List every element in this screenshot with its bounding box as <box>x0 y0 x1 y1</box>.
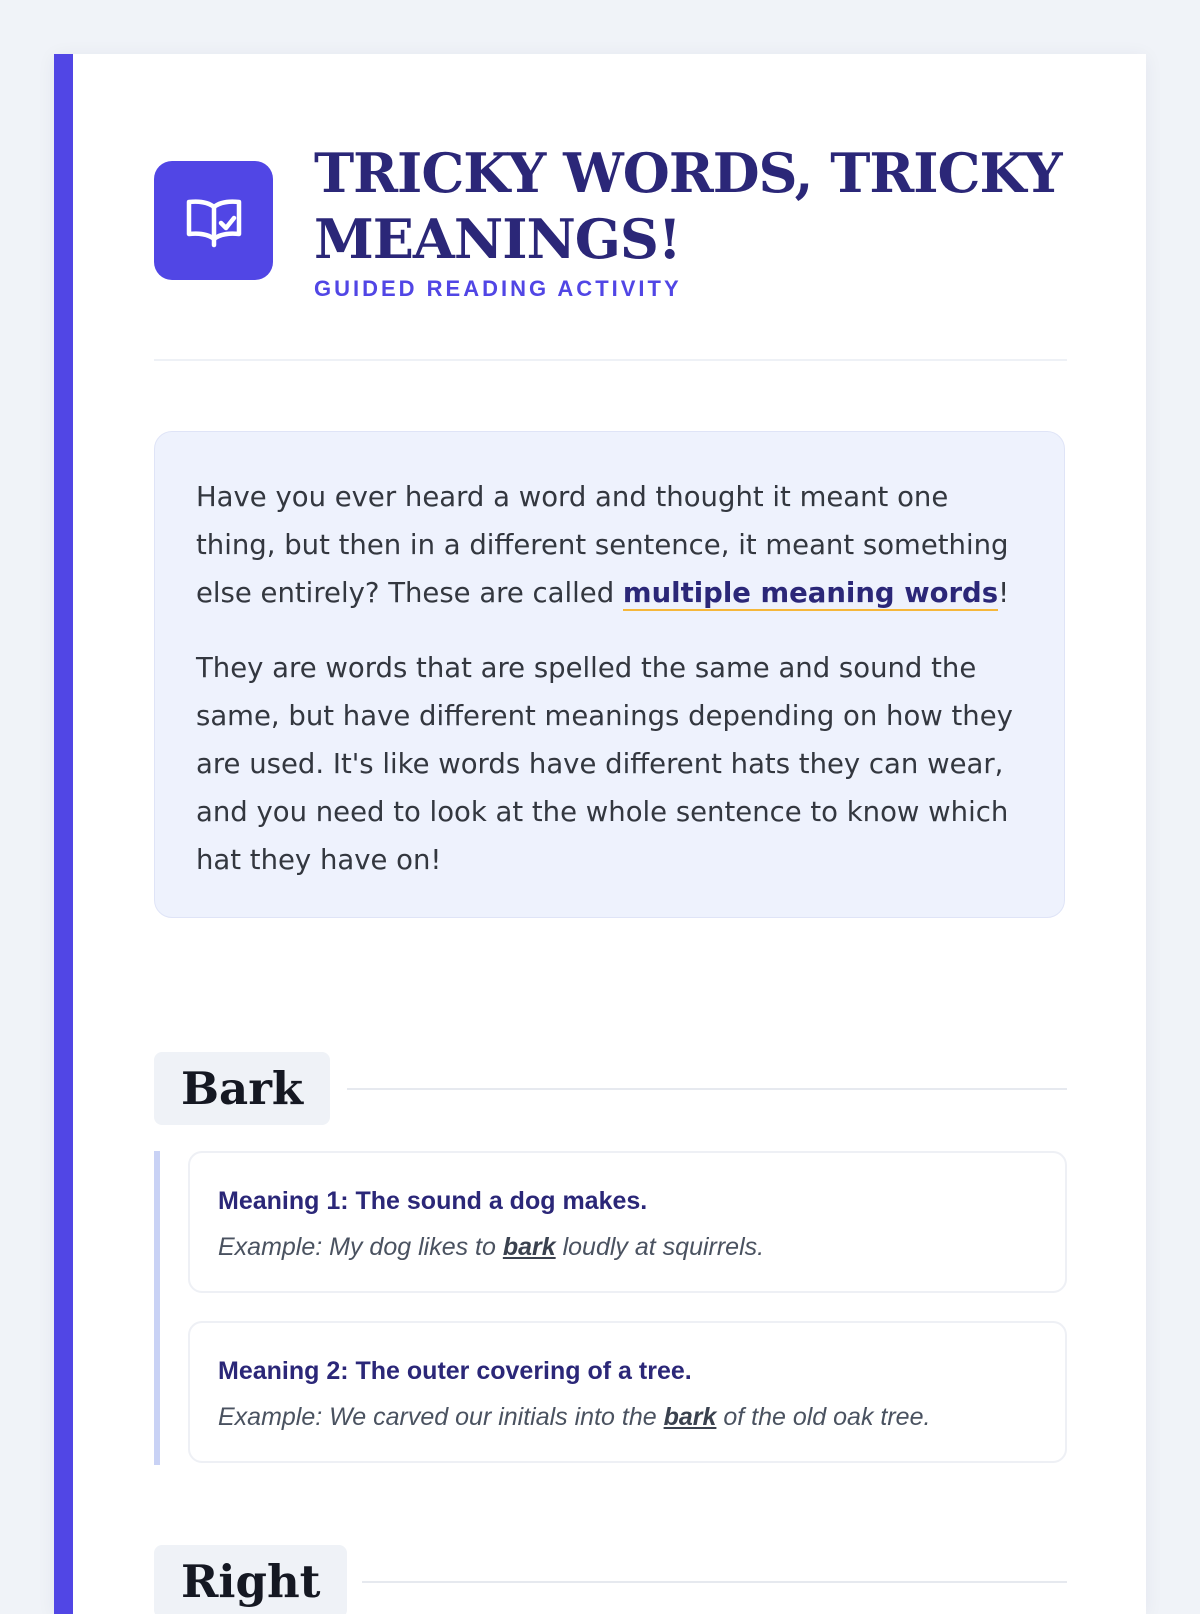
open-book-check-icon <box>154 161 273 280</box>
intro-paragraph-1 <box>196 473 1022 617</box>
example-text: loudly at squirrels. <box>555 1233 765 1261</box>
highlighted-term: multiple meaning words <box>622 577 999 609</box>
example-keyword: bark <box>663 1403 717 1431</box>
intro-paragraph-2: They are words that are spelled the same and sound the same, but have different meanings depending on how they are used. It's like words have different hats they can wear, and you need to look at the whole sentence to know which hat they have on! <box>196 652 1013 876</box>
meanings-rail <box>154 1151 160 1465</box>
meaning-definition: Meaning 1: The sound a dog makes. <box>218 1187 648 1215</box>
example-text: Example: We carved our initials into the <box>218 1403 664 1431</box>
meaning-card-1 <box>188 1151 1067 1293</box>
example-keyword: bark <box>502 1233 556 1261</box>
word-divider <box>347 1088 1067 1090</box>
word-divider <box>362 1581 1067 1583</box>
word-tag: Bark <box>154 1052 330 1125</box>
intro-box <box>154 431 1065 918</box>
meaning-example <box>218 1229 1037 1265</box>
example-text: Example: My dog likes to <box>218 1233 503 1261</box>
page-title: TRICKY WORDS, TRICKY MEANINGS! <box>314 141 1062 271</box>
word-tag: Right <box>154 1545 347 1614</box>
word-heading-right <box>154 1545 1067 1614</box>
meaning-example <box>218 1399 1037 1435</box>
meanings-list-bark <box>154 1151 1067 1465</box>
header-divider <box>154 359 1067 361</box>
content <box>154 54 1067 1608</box>
example-text: of the old oak tree. <box>716 1403 931 1431</box>
activity-card <box>54 54 1146 1614</box>
intro-text-after: ! <box>998 577 1010 609</box>
header <box>154 54 1067 361</box>
word-heading-bark <box>154 1052 1067 1125</box>
meaning-card-2 <box>188 1321 1067 1463</box>
meaning-definition: Meaning 2: The outer covering of a tree. <box>218 1357 692 1385</box>
intro-text-before: Have you ever heard a word and thought it meant one thing, but then in a different sentence, it meant something else entirely? These are called <box>196 481 1009 609</box>
page-subtitle: GUIDED READING ACTIVITY <box>314 276 682 301</box>
accent-bar <box>54 54 73 1614</box>
